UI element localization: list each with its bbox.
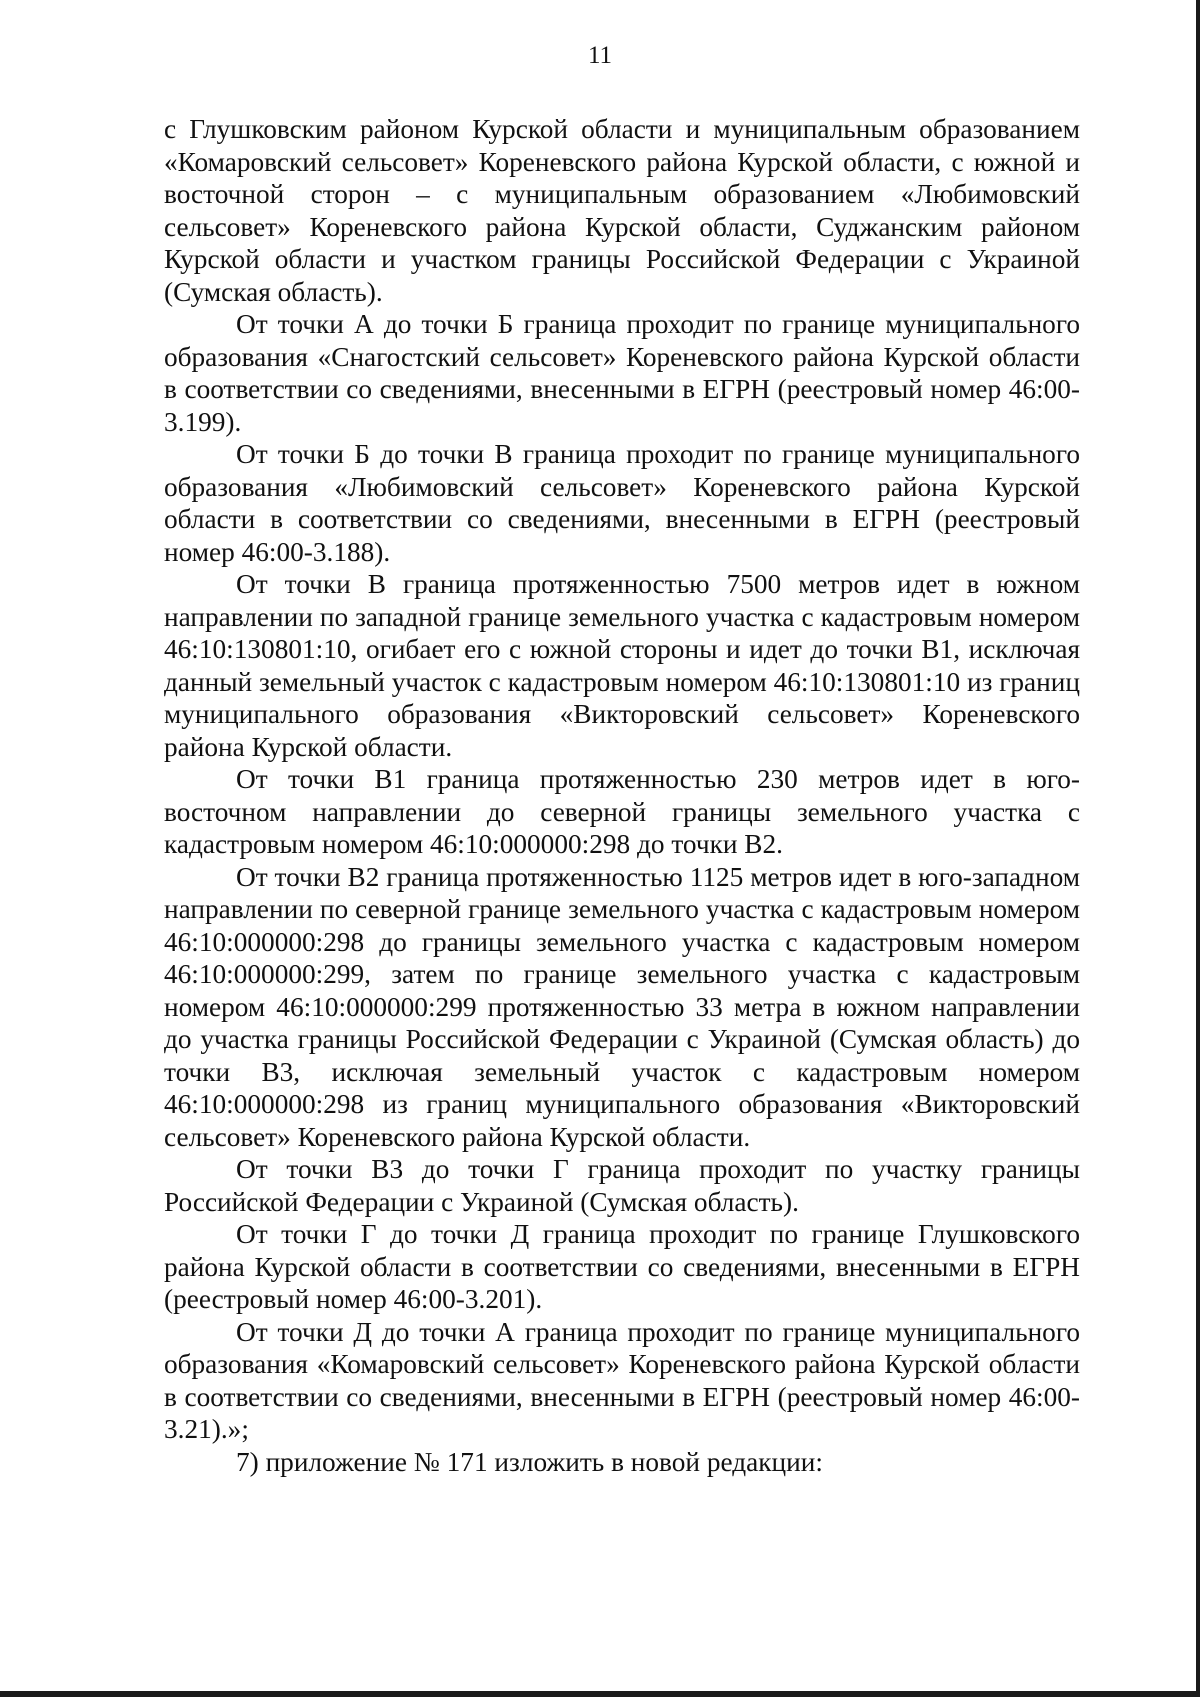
paragraph-9: От точки Д до точки А граница проходит по границе муниципального образования «Комаровский сельсовет» Кореневского района Курской области в соответствии со сведениями, внесенными в ЕГРН (реестровый номер 46:00-3.21).»;: [164, 1316, 1080, 1444]
paragraph-5: От точки В1 граница протяженностью 230 метров идет в юго-восточном направлении до северной границы земельного участка с кадастровым номером 46:10:000000:298 до точки В2.: [164, 764, 1080, 859]
paragraph-2: От точки А до точки Б граница проходит по границе муниципального образования «Снагостский сельсовет» Кореневского района Курской области в соответствии со сведениями, внесенными в ЕГРН (реестровый номер 46:00-3.199).: [164, 309, 1080, 437]
paragraph-8: От точки Г до точки Д граница проходит по границе Глушковского района Курской области в соответствии со сведениями, внесенными в ЕГРН (реестровый номер 46:00-3.201).: [164, 1219, 1080, 1314]
paragraph-6: От точки В2 граница протяженностью 1125 метров идет в юго-западном направлении по северной границе земельного участка с кадастровым номером 46:10:000000:298 до границы земельного участка с кадастровым номером 46:10:000000:299, затем по границе земельного участка с кадастровым номером 46:10:000000:299 протяженностью 33 метра в южном направлении до участка границы Российской Федерации с Украиной (Сумская область) до точки В3, исключая земельный участок с кадастровым номером 46:10:000000:298 из границ муниципального образования «Викторовский сельсовет» Кореневского района Курской области.: [164, 861, 1080, 1152]
paragraph-10: 7) приложение № 171 изложить в новой редакции:: [236, 1446, 823, 1477]
paragraph-7: От точки В3 до точки Г граница проходит по участку границы Российской Федерации с Украиной (Сумская область).: [164, 1154, 1080, 1217]
page-number: 11: [587, 42, 613, 69]
paragraph-1: с Глушковским районом Курской области и муниципальным образованием «Комаровский сельсовет» Кореневского района Курской области, с южной и восточной сторон – с муниципальным образованием «Любимовский сельсовет» Кореневского района Курской области, Суджанским районом Курской области и участком границы Российской Федерации с Украиной (Сумская область).: [164, 114, 1080, 307]
paragraph-4: От точки В граница протяженностью 7500 метров идет в южном направлении по западной границе земельного участка с кадастровым номером 46:10:130801:10, огибает его с южной стороны и идет до точки В1, исключая данный земельный участок с кадастровым номером 46:10:130801:10 из границ муниципального образования «Викторовский сельсовет» Кореневского района Курской области.: [164, 569, 1080, 762]
paragraph-3: От точки Б до точки В граница проходит по границе муниципального образования «Любимовский сельсовет» Кореневского района Курской области в соответствии со сведениями, внесенными в ЕГРН (реестровый номер 46:00-3.188).: [164, 439, 1080, 567]
scan-border-bottom: [0, 1691, 1200, 1697]
scan-border-right: [1196, 0, 1200, 1697]
document-body: [164, 113, 1080, 1478]
